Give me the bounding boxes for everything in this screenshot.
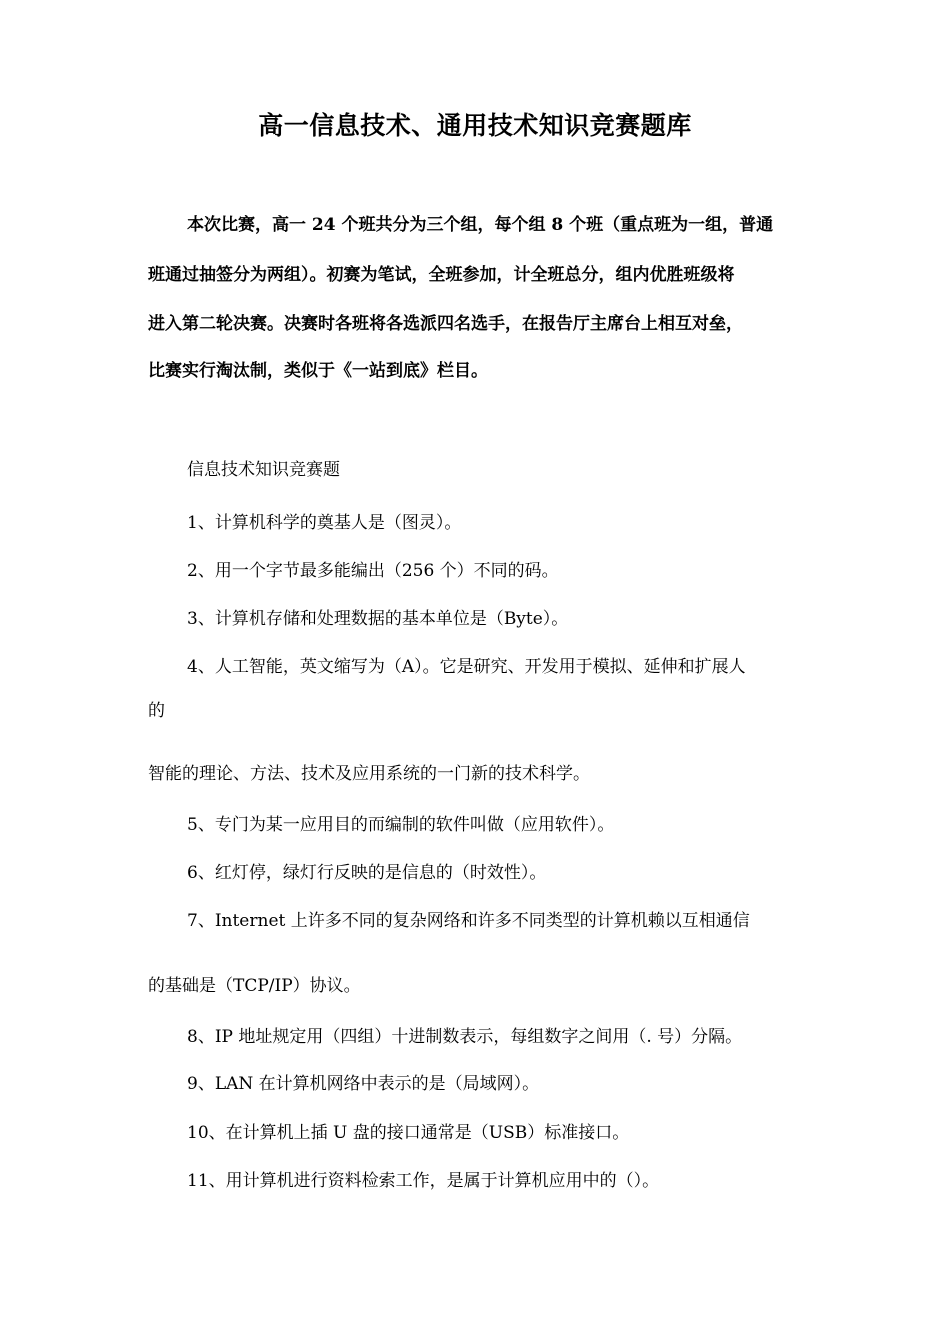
intro-line-2: 班通过抽签分为两组）。初赛为笔试，全班参加，计全班总分，组内优胜班级将 — [148, 265, 735, 285]
question-item-7-cont: 的基础是（TCP/IP）协议。 — [148, 976, 361, 996]
document-title: 高一信息技术、通用技术知识竞赛题库 — [258, 111, 692, 140]
intro-line-1: 本次比赛，高一 24 个班共分为三个组，每个组 8 个班（重点班为一组，普通 — [187, 215, 774, 235]
question-item-3: 3、计算机存储和处理数据的基本单位是（Byte）。 — [187, 609, 569, 629]
question-item-4-cont-b: 智能的理论、方法、技术及应用系统的一门新的技术科学。 — [148, 764, 590, 784]
question-item-5: 5、专门为某一应用目的而编制的软件叫做（应用软件）。 — [187, 815, 615, 835]
question-item-4-cont-a: 的 — [148, 701, 165, 721]
question-item-4: 4、人工智能，英文缩写为（A）。它是研究、开发用于模拟、延伸和扩展人 — [187, 657, 746, 677]
question-item-1: 1、计算机科学的奠基人是（图灵）。 — [187, 513, 462, 533]
section-heading: 信息技术知识竞赛题 — [187, 460, 340, 480]
intro-line-4: 比赛实行淘汰制，类似于《一站到底》栏目。 — [148, 361, 488, 381]
question-item-7: 7、Internet 上许多不同的复杂网络和许多不同类型的计算机赖以互相通信 — [187, 911, 750, 931]
question-item-11: 11、用计算机进行资料检索工作，是属于计算机应用中的（）。 — [187, 1171, 660, 1191]
question-item-8: 8、IP 地址规定用（四组）十进制数表示，每组数字之间用（. 号）分隔。 — [187, 1027, 743, 1047]
question-item-10: 10、在计算机上插 U 盘的接口通常是（USB）标准接口。 — [187, 1123, 630, 1143]
question-item-2: 2、用一个字节最多能编出（256 个）不同的码。 — [187, 561, 559, 581]
question-item-9: 9、LAN 在计算机网络中表示的是（局域网）。 — [187, 1074, 540, 1094]
question-item-6: 6、红灯停，绿灯行反映的是信息的（时效性）。 — [187, 863, 547, 883]
intro-line-3: 进入第二轮决赛。决赛时各班将各选派四名选手，在报告厅主席台上相互对垒， — [148, 314, 743, 334]
